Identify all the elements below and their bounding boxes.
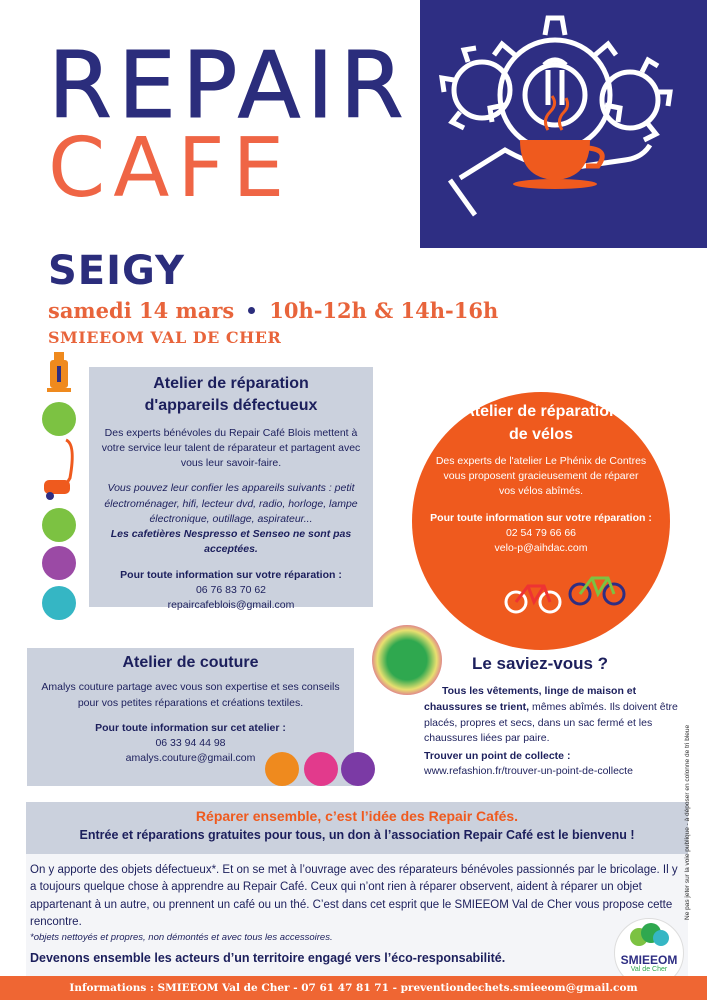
needle-thread-icon [304, 752, 338, 786]
description-text: On y apporte des objets défectueux*. Et on se met à l’ouvrage avec des réparateurs bénévoles passionnés par le bricolage. Il y a toujours quelque chose à apprendre au Repair Café. Ceux qui n’ont rien à réparer observent, aident à réparer un objet appartenant à un autre, ou prennent un café ou un thé. C’est dans cet esprit que le SMIEEOM Val de Cher vous propose cette rencontre. [30, 864, 678, 928]
repair-cafe-logo [420, 0, 707, 248]
bicycles-icon [504, 560, 628, 616]
collect-label: Trouver un point de collecte : [424, 750, 571, 762]
kettle-icon [44, 350, 74, 394]
atelier-couture-title: Atelier de couture [122, 654, 259, 671]
atelier-appareils-phone: 06 76 83 70 62 [195, 583, 267, 596]
saviez-vous-title: Le saviez-vous ? [472, 654, 609, 673]
atelier-appareils-info-label: Pour toute information sur votre réparation : [120, 568, 342, 581]
atelier-couture-info-label: Pour toute information sur cet atelier : [95, 721, 286, 734]
atelier-appareils-list: Vous pouvez leur confier les appareils suivants : petit électroménager, hifi, lecteur dvd, radio, horloge, lampe électronique, outillage, aspirateur... [104, 482, 358, 525]
atelier-couture-intro: Amalys couture partage avec vous son expertise et ses conseils pour vos petites réparations et créations textiles. [41, 681, 340, 709]
atelier-velos-title2: de vélos [508, 426, 574, 444]
atelier-couture-phone: 06 33 94 44 98 [155, 737, 226, 750]
atelier-appareils-warning: Les cafetières Nespresso et Senseo ne sont pas acceptées. [110, 528, 352, 556]
camera-icon [42, 546, 76, 580]
vacuum-icon [40, 438, 80, 502]
webcam-icon [42, 586, 76, 620]
banner-line1: Réparer ensemble, c’est l’idée des Repair Cafés. [195, 808, 519, 824]
atelier-velos-intro: Des experts de l'atelier Le Phénix de Contres vous proposent gracieusement de réparer vos vélos abîmés. [435, 455, 647, 498]
description-area [26, 854, 688, 976]
banner-line2: Entrée et réparations gratuites pour tous, un don à l’association Repair Café est le bienvenu ! [79, 828, 635, 842]
blender-icon [42, 402, 76, 436]
speaker-icon [42, 508, 76, 542]
atelier-velos-circle [412, 392, 670, 650]
button-icon [341, 752, 375, 786]
saviez-vous-bold: Tous les vêtements, linge de maison et chaussures se trient, [424, 685, 637, 713]
footer-info: Informations : SMIEEOM Val de Cher - 07 61 47 81 71 - preventiondechets.smieeom@gmail.com [0, 976, 707, 1000]
closing-statement: Devenons ensemble les acteurs d’un territoire engagé vers l’éco-responsabilité. [30, 951, 506, 965]
title-cafe: CAFE [48, 121, 293, 216]
event-date: samedi 14 mars [48, 298, 235, 323]
repair-banner [26, 802, 688, 854]
atelier-velos-info-label: Pour toute information sur votre réparation : [430, 512, 652, 524]
atelier-appareils-intro: Des experts bénévoles du Repair Café Blois mettent à votre service leur talent de réparateur et partagent avec vous leur savoir-faire. [101, 426, 361, 470]
gear-hand-coffee-icon [420, 0, 707, 248]
atelier-velos-phone: 02 54 79 66 66 [505, 527, 577, 539]
objects-note: *objets nettoyés et propres, non démontés et avec tous les accessoires. [30, 932, 333, 943]
title-repair: REPAIR [48, 32, 410, 139]
saviez-vous-text [424, 684, 686, 747]
atelier-appareils-box [89, 367, 373, 611]
atelier-couture-email[interactable]: amalys.couture@gmail.com [125, 752, 256, 765]
collect-url[interactable]: www.refashion.fr/trouver-un-point-de-collecte [424, 765, 633, 777]
atelier-appareils-title2: d'appareils défectueux [144, 397, 318, 415]
event-hours: 10h-12h & 14h-16h [269, 298, 499, 323]
trees-icon [627, 923, 671, 949]
sewing-machine-icon [265, 752, 299, 786]
disposal-side-note: Ne pas jeter sur la voie publique - à déposer en colonne de tri bleue [684, 724, 691, 920]
bullet-dot [248, 307, 255, 314]
atelier-appareils-title1: Atelier de réparation [153, 375, 309, 392]
smieeom-name: SMIEEOM [620, 953, 678, 967]
saviez-vous-rest: mêmes abîmés. Ils doivent être placés, propres et secs, dans un sac fermé et les chaussures liées par paire. [424, 700, 678, 745]
atelier-velos-title1: Atelier de réparation [463, 403, 619, 420]
event-venue: SMIEEOM VAL DE CHER [48, 328, 282, 347]
smieeom-sub: Val de Cher [630, 966, 668, 973]
atelier-appareils-email[interactable]: repaircafeblois@gmail.com [167, 598, 295, 611]
city-title: SEIGY [48, 248, 185, 294]
event-date-hours [48, 298, 498, 323]
atelier-velos-email[interactable]: velo-p@aihdac.com [494, 542, 588, 554]
